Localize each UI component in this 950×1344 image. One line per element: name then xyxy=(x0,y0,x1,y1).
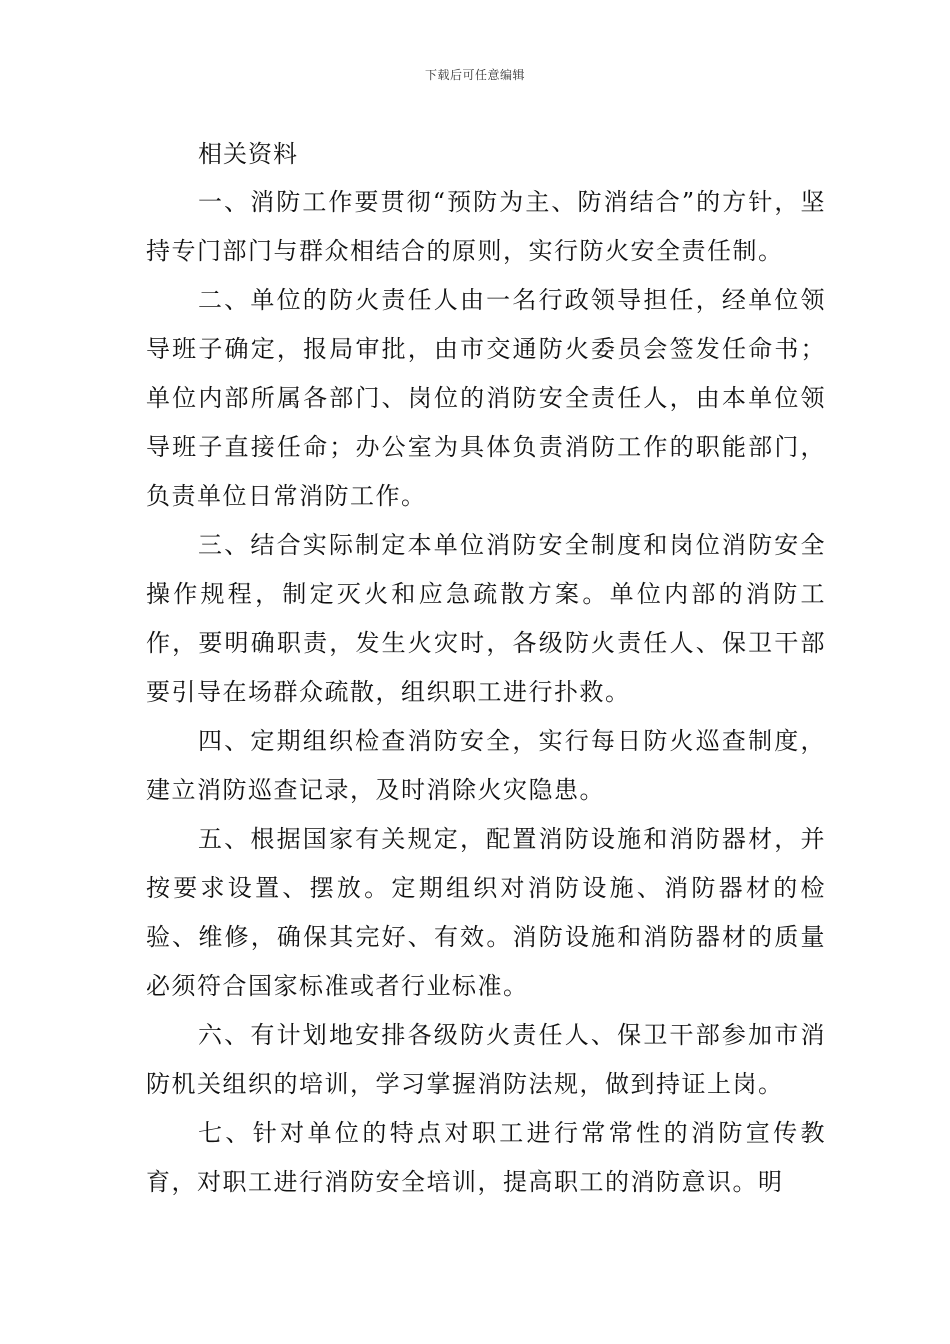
paragraph-3: 三、结合实际制定本单位消防安全制度和岗位消防安全操作规程，制定灭火和应急疏散方案。单位内部的消防工作，要明确职责，发生火灾时，各级防火责任人、保卫干部要引导在场群众疏散，组织职工进行扑救。 xyxy=(146,531,826,706)
section-title: 相关资料 xyxy=(198,140,298,168)
document-body xyxy=(146,130,826,1207)
paragraph-1: 一、消防工作要贯彻“预防为主、防消结合”的方针，坚持专门部门与群众相结合的原则，实行防火安全责任制。 xyxy=(146,188,826,265)
paragraph-4: 四、定期组织检查消防安全，实行每日防火巡查制度，建立消防巡查记录，及时消除火灾隐患。 xyxy=(146,727,826,804)
header-note: 下载后可任意编辑 xyxy=(424,68,525,82)
paragraph-5: 五、根据国家有关规定，配置消防设施和消防器材，并按要求设置、摆放。定期组织对消防设施、消防器材的检验、维修，确保其完好、有效。消防设施和消防器材的质量必须符合国家标准或者行业标准。 xyxy=(146,825,826,1000)
paragraph-2: 二、单位的防火责任人由一名行政领导担任，经单位领导班子确定，报局审批，由市交通防火委员会签发任命书；单位内部所属各部门、岗位的消防安全责任人，由本单位领导班子直接任命；办公室为具体负责消防工作的职能部门，负责单位日常消防工作。 xyxy=(146,286,826,510)
paragraph-6: 六、有计划地安排各级防火责任人、保卫干部参加市消防机关组织的培训，学习掌握消防法规，做到持证上岗。 xyxy=(146,1021,826,1098)
paragraph-7: 七、针对单位的特点对职工进行常常性的消防宣传教育，对职工进行消防安全培训，提高职工的消防意识。明 xyxy=(146,1119,826,1196)
